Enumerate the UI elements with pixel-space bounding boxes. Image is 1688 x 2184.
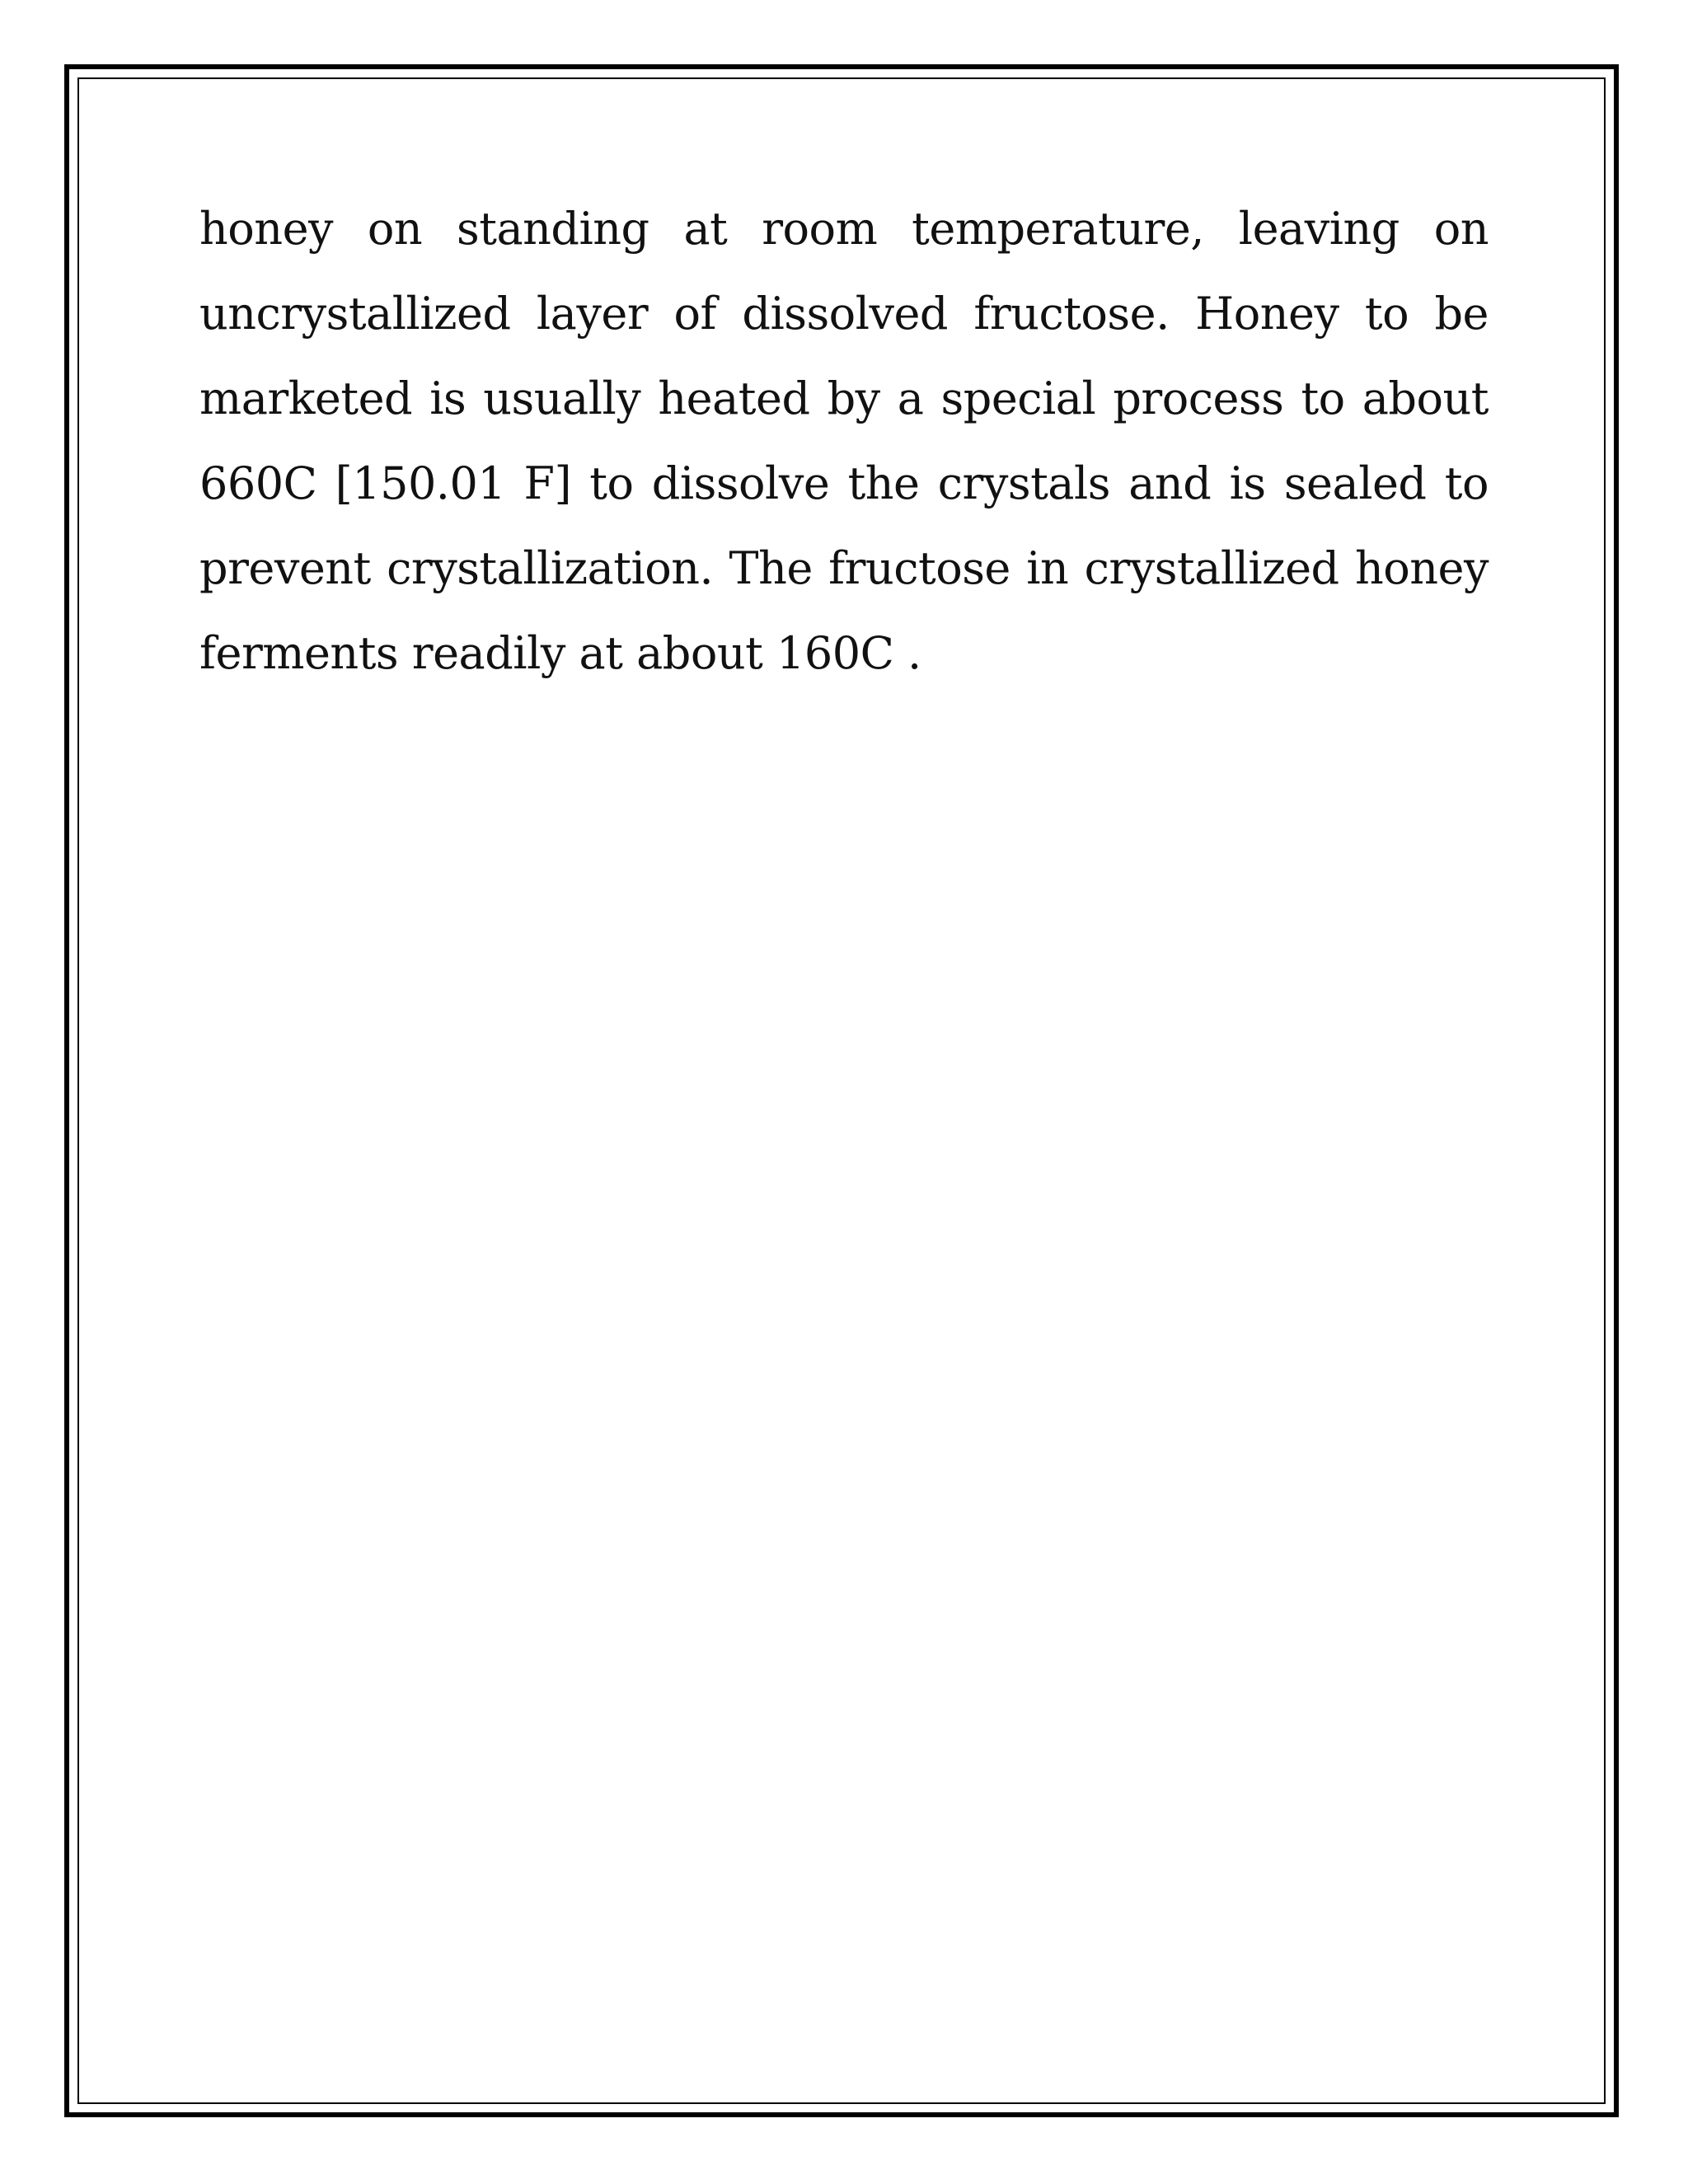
body-paragraph: honey on standing at room temperature, leaving on uncrystallized layer of dissolved fructose. Honey to be marketed is usually heated by a special process to about 660C [150.01 F] to dissolve the crystals and is sealed to prevent crystallization. The fructose in crystallized honey ferments readily at about 160C . [199, 203, 1489, 679]
